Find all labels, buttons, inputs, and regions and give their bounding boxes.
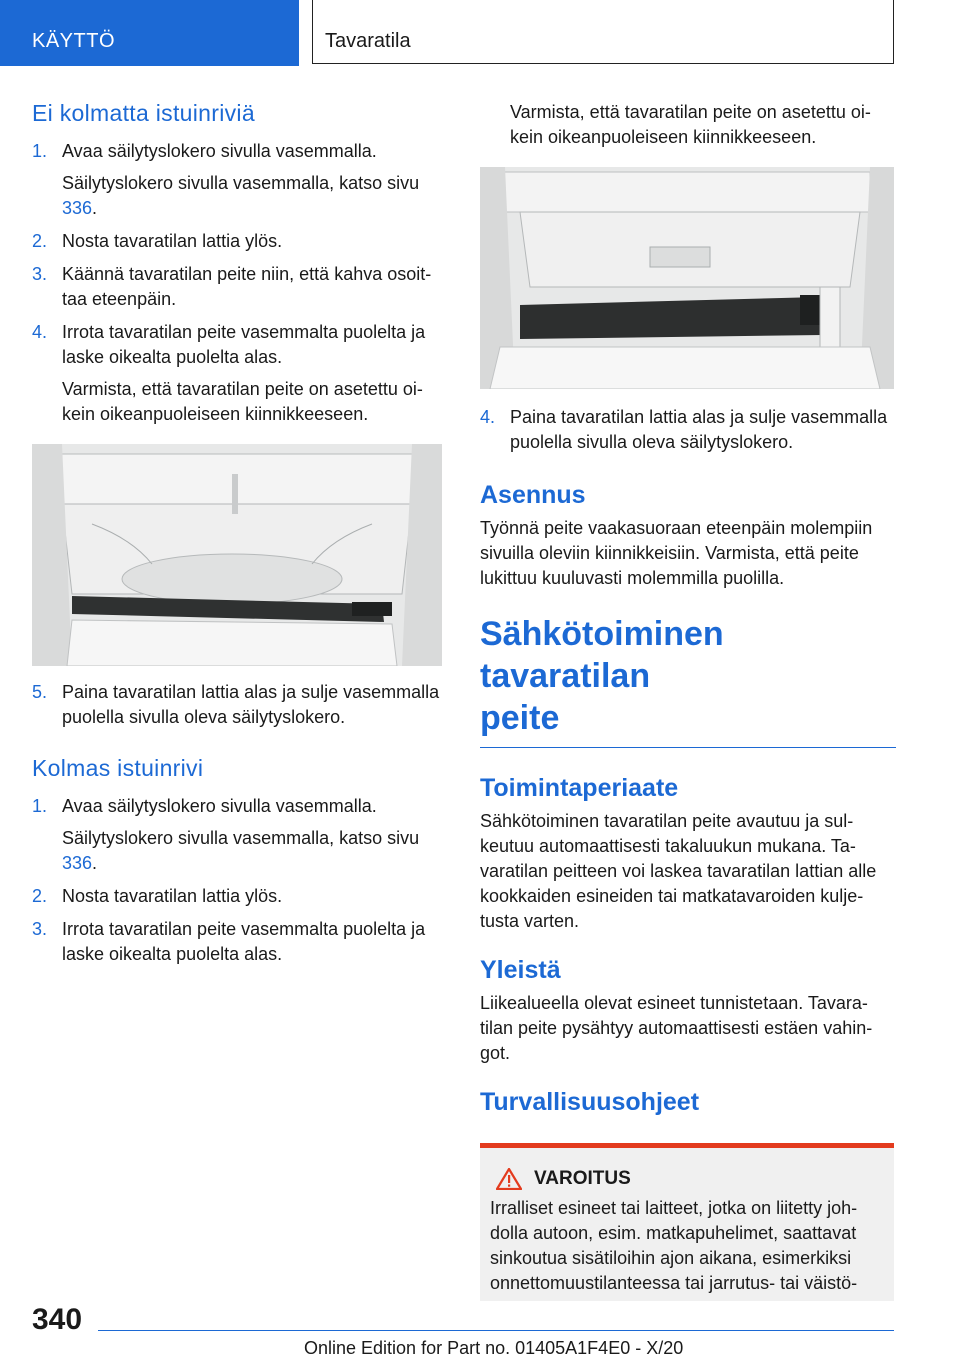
heading-third-row: Kolmas istuinrivi <box>32 755 204 781</box>
step-item <box>32 262 446 312</box>
chapter-tab <box>0 0 299 66</box>
step-item <box>32 229 446 254</box>
page-link[interactable]: 336 <box>62 853 93 873</box>
step-number: 1. <box>32 796 48 816</box>
step-text: Irrota tavaratilan peite vasemmalta puolelta ja laske oikealta puolelta alas. <box>62 919 426 964</box>
step-item <box>32 680 446 730</box>
step-number: 1. <box>32 141 48 161</box>
page-link[interactable]: 336 <box>62 198 93 218</box>
step-item <box>32 139 446 164</box>
step-text: Käännä tavaratilan peite niin, että kahva osoit-taa eteenpäin. <box>62 264 432 309</box>
note-top: Varmista, että tavaratilan peite on asetettu oi-kein oikeanpuoleiseen kiinnikkeeseen. <box>510 102 871 147</box>
main-heading-line2: peite <box>480 699 560 737</box>
warning-text: Irralliset esineet tai laitteet, jotka on liitetty joh-dolla autoon, esim. matkapuhelimet, saattavat sinkoutua sisätiloihin ajon aikana, esimerkiksi onnettomuustilanteessa tai jarrutus- tai väistö- <box>490 1198 858 1293</box>
step-text: Nosta tavaratilan lattia ylös. <box>62 231 283 251</box>
heading-no-third-row: Ei kolmatta istuinriviä <box>32 100 255 126</box>
section-tab <box>312 0 894 64</box>
step-text: Paina tavaratilan lattia alas ja sulje vasemmalla puolella sivulla oleva säilytyslokero. <box>510 407 888 452</box>
note-text: Säilytyslokero sivulla vasemmalla, katso sivu <box>62 173 420 193</box>
left-column <box>32 100 446 967</box>
step-text: Nosta tavaratilan lattia ylös. <box>62 886 283 906</box>
step-number: 5. <box>32 682 48 702</box>
heading-principle: Toimintaperiaate <box>480 774 679 802</box>
trunk-illustration <box>480 167 894 389</box>
step-text: Paina tavaratilan lattia alas ja sulje vasemmalla puolella sivulla oleva säilytyslokero. <box>62 682 440 727</box>
heading-safety: Turvallisuusohjeet <box>480 1088 700 1116</box>
step-text: Avaa säilytyslokero sivulla vasemmalla. <box>62 141 377 161</box>
step-number: 2. <box>32 231 48 251</box>
page-number: 340 <box>32 1303 83 1336</box>
step-number: 3. <box>32 264 48 284</box>
step-note <box>32 377 446 427</box>
trunk-photo-2 <box>480 167 894 389</box>
warning-title: VAROITUS <box>534 1168 631 1189</box>
trunk-illustration <box>32 444 442 666</box>
steps-final <box>32 680 446 730</box>
step-number: 4. <box>32 322 48 342</box>
note-suffix: . <box>92 198 98 218</box>
installation-text: Työnnä peite vaakasuoraan eteenpäin molempiin sivuilla oleviin kiinnikkeisiin. Varmista, että peite lukittuu kuuluvasti molemmilla puolilla. <box>480 518 873 588</box>
step-item <box>32 794 446 819</box>
warning-icon <box>496 1168 522 1190</box>
warning-header <box>490 1168 884 1190</box>
right-column <box>480 100 896 1301</box>
step-item <box>32 320 446 370</box>
general-text: Liikealueella olevat esineet tunnistetaan. Tavara-tilan peite pysähtyy automaattisesti estäen vahin-got. <box>480 993 873 1063</box>
step-text: Irrota tavaratilan peite vasemmalta puolelta ja laske oikealta puolelta alas. <box>62 322 426 367</box>
step-number: 3. <box>32 919 48 939</box>
step-item <box>480 405 896 455</box>
note-text: Säilytyslokero sivulla vasemmalla, katso sivu <box>62 828 420 848</box>
heading-rule <box>480 747 896 748</box>
step-note <box>32 171 446 221</box>
principle-text: Sähkötoiminen tavaratilan peite avautuu ja sul-keutuu automaattisesti takaluukun mukana. Ta-varatilan peitteen voi laskea tavaratilan lattian alle kookkaiden esineiden tai matkatavaroiden kulje-tusta varten. <box>480 811 877 931</box>
chapter-title: KÄYTTÖ <box>32 30 116 52</box>
note-suffix: . <box>92 853 98 873</box>
main-heading <box>480 613 896 739</box>
steps-no-third-row <box>32 139 446 427</box>
step-number: 4. <box>480 407 496 427</box>
note-text: Varmista, että tavaratilan peite on asetettu oi-kein oikeanpuoleiseen kiinnikkeeseen. <box>62 379 423 424</box>
steps-third-row <box>32 794 446 967</box>
heading-installation: Asennus <box>480 481 586 509</box>
step-note <box>32 826 446 876</box>
step-item <box>32 917 446 967</box>
footer-rule <box>98 1330 894 1331</box>
warning-box <box>480 1143 894 1301</box>
step-number: 2. <box>32 886 48 906</box>
heading-general: Yleistä <box>480 956 561 984</box>
trunk-photo-1 <box>32 444 442 666</box>
step-text: Avaa säilytyslokero sivulla vasemmalla. <box>62 796 377 816</box>
footer-edition: Online Edition for Part no. 01405A1F4E0 - X/20 <box>304 1338 684 1358</box>
main-heading-line1: Sähkötoiminen tavaratilan <box>480 615 724 695</box>
section-title: Tavaratila <box>325 30 411 52</box>
steps-right <box>480 405 896 455</box>
step-item <box>32 884 446 909</box>
